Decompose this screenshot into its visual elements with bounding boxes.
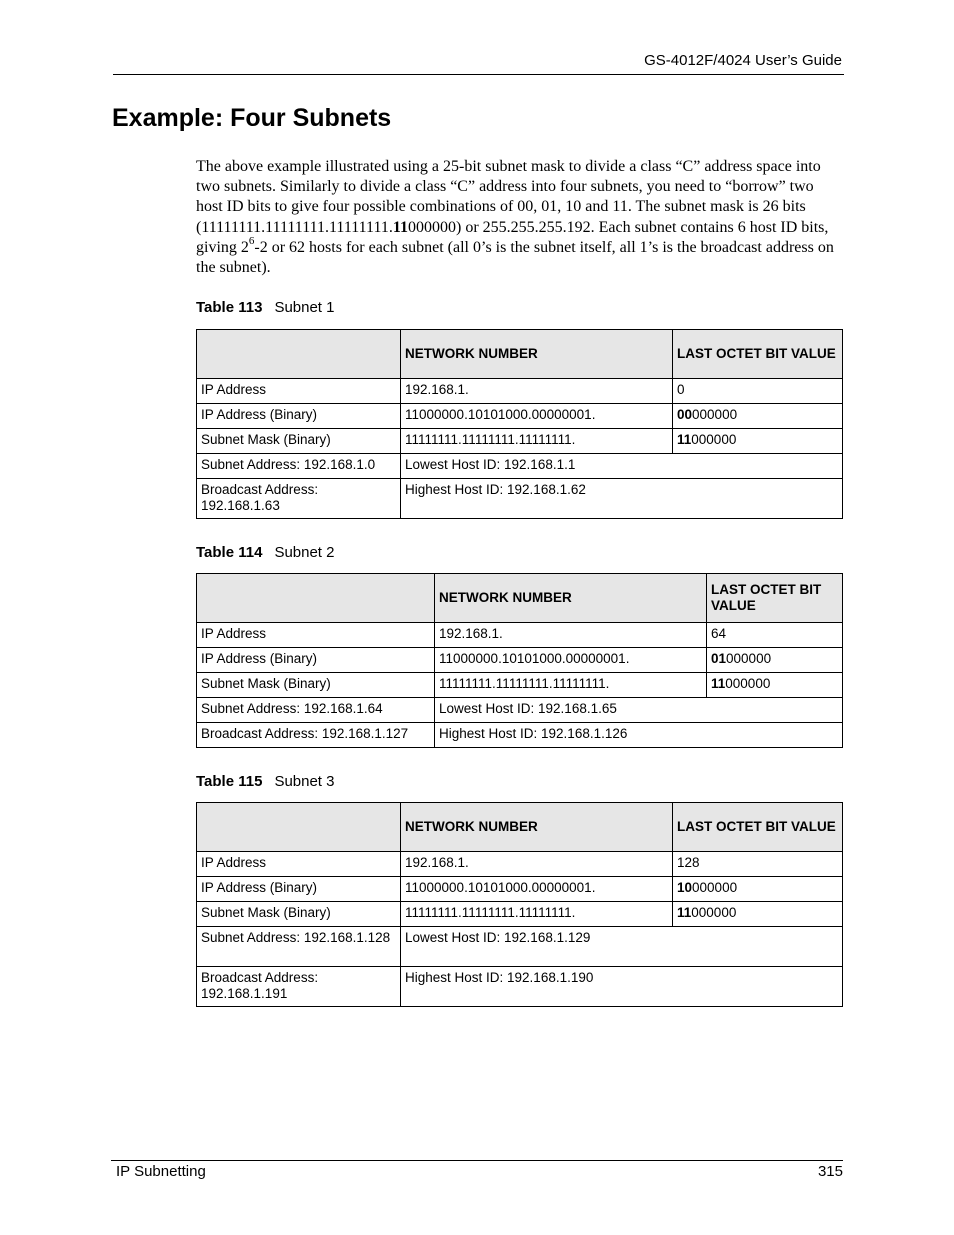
table-row bbox=[197, 479, 843, 519]
row-network: 192.168.1. bbox=[401, 852, 673, 877]
bits-rest: 000000 bbox=[691, 905, 737, 920]
lowest-host-cell: Lowest Host ID: 192.168.1.129 bbox=[401, 927, 843, 967]
subnet-address-cell: Subnet Address: 192.168.1.64 bbox=[197, 698, 435, 723]
header-cell-empty bbox=[197, 803, 401, 852]
table-row bbox=[197, 927, 843, 967]
intro-text-bold: 11 bbox=[392, 218, 408, 236]
table-header-row bbox=[197, 330, 843, 379]
table-row bbox=[197, 379, 843, 404]
table-114-caption bbox=[196, 544, 335, 561]
row-bits bbox=[673, 877, 843, 902]
table-row bbox=[197, 404, 843, 429]
row-label: IP Address bbox=[197, 379, 401, 404]
table-row bbox=[197, 623, 843, 648]
page-header bbox=[113, 50, 844, 75]
intro-text-part1: The above example illustrated using a 25-bit subnet mask to divide a class “C” address space into two subnets. Similarly to divide a class “C” address into four subnets, you need to “borrow” two host ID bits to give four possible combinations of 00, 01, 10 and 11. The subnet mask is 26 bits (11111111.11111111.11111111. bbox=[196, 158, 821, 236]
subnet-2-table bbox=[196, 573, 843, 748]
subnet-1-table bbox=[196, 329, 843, 519]
page-footer bbox=[111, 1160, 843, 1183]
header-network-number: NETWORK NUMBER bbox=[401, 803, 673, 852]
row-network: 11111111.11111111.11111111. bbox=[401, 429, 673, 454]
table-row bbox=[197, 673, 843, 698]
table-caption-title: Subnet 2 bbox=[274, 544, 335, 561]
row-label: Subnet Mask (Binary) bbox=[197, 902, 401, 927]
page-number: 315 bbox=[817, 1163, 843, 1180]
bits-rest: 128 bbox=[677, 855, 700, 870]
bits-bold: 10 bbox=[677, 880, 693, 895]
highest-host-cell: Highest Host ID: 192.168.1.190 bbox=[401, 967, 843, 1007]
bits-bold: 00 bbox=[677, 407, 693, 422]
table-caption-number: Table 113 bbox=[196, 299, 263, 316]
lowest-host-cell: Lowest Host ID: 192.168.1.65 bbox=[435, 698, 843, 723]
table-header-row bbox=[197, 574, 843, 623]
intro-text-part2: 000000) or 255.255.255.192. Each subnet contains 6 host ID bits, giving 2 bbox=[196, 218, 829, 256]
table-row bbox=[197, 967, 843, 1007]
bits-rest: 0 bbox=[677, 382, 685, 397]
row-label: IP Address (Binary) bbox=[197, 877, 401, 902]
row-bits bbox=[707, 648, 843, 673]
row-label: Subnet Mask (Binary) bbox=[197, 429, 401, 454]
table-caption-number: Table 114 bbox=[196, 544, 263, 561]
section-heading: Example: Four Subnets bbox=[112, 104, 392, 132]
table-caption-title: Subnet 3 bbox=[274, 773, 335, 790]
table-caption-title: Subnet 1 bbox=[274, 299, 335, 316]
highest-host-cell: Highest Host ID: 192.168.1.62 bbox=[401, 479, 843, 519]
highest-host-cell: Highest Host ID: 192.168.1.126 bbox=[435, 723, 843, 748]
row-label: IP Address bbox=[197, 852, 401, 877]
row-bits bbox=[707, 673, 843, 698]
row-network: 11000000.10101000.00000001. bbox=[401, 404, 673, 429]
table-115-caption bbox=[196, 773, 335, 790]
row-bits bbox=[673, 429, 843, 454]
bits-rest: 000000 bbox=[725, 676, 771, 691]
table-row bbox=[197, 648, 843, 673]
row-label: IP Address (Binary) bbox=[197, 404, 401, 429]
subnet-address-cell: Subnet Address: 192.168.1.128 bbox=[197, 927, 401, 967]
bits-rest: 000000 bbox=[692, 880, 738, 895]
table-header-row bbox=[197, 803, 843, 852]
broadcast-address-cell: Broadcast Address: 192.168.1.191 bbox=[197, 967, 401, 1007]
broadcast-address-cell: Broadcast Address: 192.168.1.63 bbox=[197, 479, 401, 519]
table-row bbox=[197, 698, 843, 723]
table-row bbox=[197, 902, 843, 927]
row-bits bbox=[707, 623, 843, 648]
table-row bbox=[197, 429, 843, 454]
subnet-3-table bbox=[196, 802, 843, 1007]
bits-bold: 11 bbox=[677, 905, 692, 920]
bits-rest: 64 bbox=[711, 626, 727, 641]
bits-rest: 000000 bbox=[726, 651, 772, 666]
table-row bbox=[197, 723, 843, 748]
row-label: IP Address bbox=[197, 623, 435, 648]
row-network: 11000000.10101000.00000001. bbox=[435, 648, 707, 673]
subnet-address-cell: Subnet Address: 192.168.1.0 bbox=[197, 454, 401, 479]
table-113-caption bbox=[196, 299, 335, 316]
guide-title: GS-4012F/4024 User’s Guide bbox=[644, 52, 842, 69]
bits-rest: 000000 bbox=[691, 432, 737, 447]
header-last-octet: LAST OCTET BIT VALUE bbox=[707, 574, 843, 623]
row-network: 192.168.1. bbox=[435, 623, 707, 648]
lowest-host-cell: Lowest Host ID: 192.168.1.1 bbox=[401, 454, 843, 479]
row-bits bbox=[673, 902, 843, 927]
footer-section-name: IP Subnetting bbox=[116, 1163, 206, 1180]
table-row bbox=[197, 877, 843, 902]
intro-text-part3: -2 or 62 hosts for each subnet (all 0’s is the subnet itself, all 1’s is the broadcast address on the subnet). bbox=[196, 238, 834, 277]
row-network: 192.168.1. bbox=[401, 379, 673, 404]
broadcast-address-cell: Broadcast Address: 192.168.1.127 bbox=[197, 723, 435, 748]
header-network-number: NETWORK NUMBER bbox=[435, 574, 707, 623]
bits-bold: 01 bbox=[711, 651, 727, 666]
bits-bold: 11 bbox=[677, 432, 692, 447]
row-bits bbox=[673, 852, 843, 877]
row-bits bbox=[673, 404, 843, 429]
table-caption-number: Table 115 bbox=[196, 773, 263, 790]
row-label: IP Address (Binary) bbox=[197, 648, 435, 673]
row-network: 11111111.11111111.11111111. bbox=[401, 902, 673, 927]
intro-superscript: 6 bbox=[248, 235, 255, 248]
row-bits bbox=[673, 379, 843, 404]
header-last-octet: LAST OCTET BIT VALUE bbox=[673, 803, 843, 852]
header-network-number: NETWORK NUMBER bbox=[401, 330, 673, 379]
row-network: 11000000.10101000.00000001. bbox=[401, 877, 673, 902]
header-last-octet: LAST OCTET BIT VALUE bbox=[673, 330, 843, 379]
table-row bbox=[197, 852, 843, 877]
row-network: 11111111.11111111.11111111. bbox=[435, 673, 707, 698]
header-cell-empty bbox=[197, 330, 401, 379]
row-label: Subnet Mask (Binary) bbox=[197, 673, 435, 698]
bits-rest: 000000 bbox=[692, 407, 738, 422]
table-row bbox=[197, 454, 843, 479]
header-cell-empty bbox=[197, 574, 435, 623]
intro-paragraph bbox=[196, 157, 844, 278]
bits-bold: 11 bbox=[711, 676, 726, 691]
